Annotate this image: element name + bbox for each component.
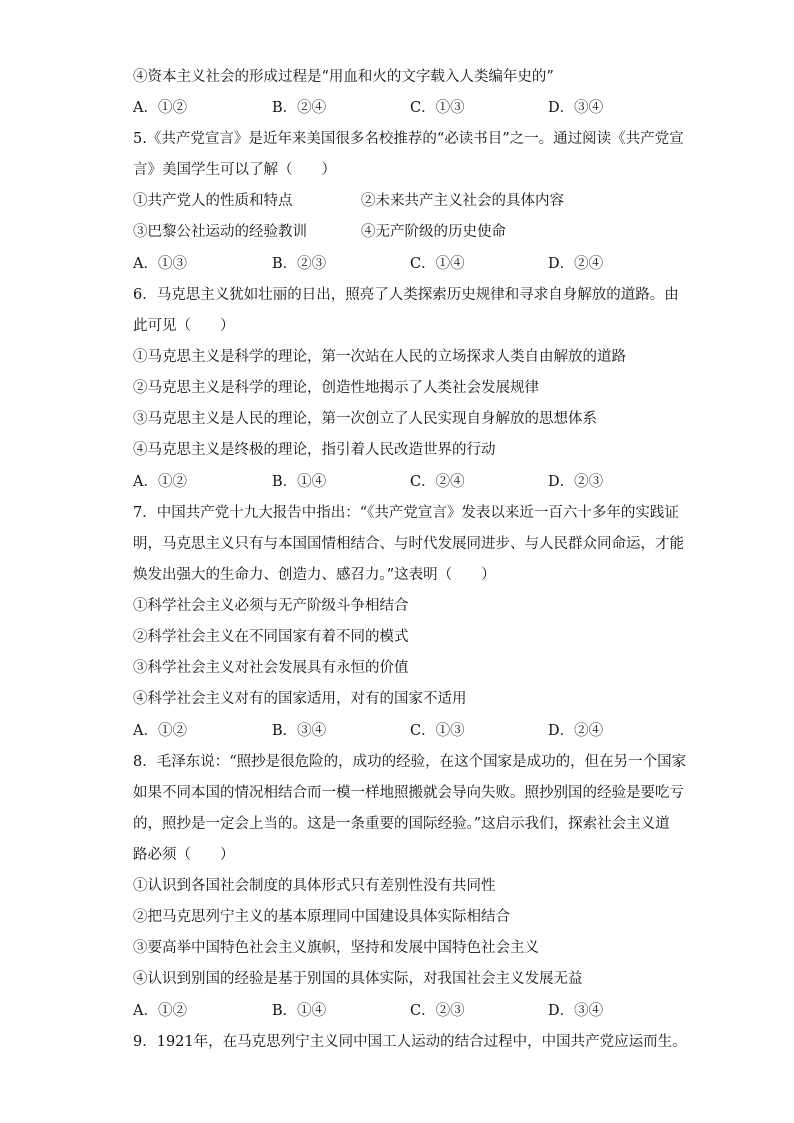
q4-item-4: ④资本主义社会的形成过程是“用血和火的文字载入人类编年史的” [133, 69, 554, 85]
q6-stem-1: 6．马克思主义犹如壮丽的日出，照亮了人类探索历史规律和寻求自身解放的道路。由 [133, 287, 679, 303]
q8-item-4: ④认识到别国的经验是基于别国的具体实际，对我国社会主义发展无益 [133, 971, 583, 987]
q4-option-a: A．①② [133, 100, 187, 116]
q4-option-c: C．①③ [410, 100, 465, 116]
q7-item-3: ③科学社会主义对社会发展具有永恒的价值 [133, 660, 409, 676]
q7-option-d: D．②④ [548, 723, 604, 739]
q8-option-d: D．③④ [548, 1003, 604, 1019]
q6-option-c: C．②④ [410, 474, 465, 490]
q5-stem-2: 言》美国学生可以了解（ ） [133, 162, 336, 178]
q8-option-c: C．②③ [410, 1003, 465, 1019]
q6-item-3: ③马克思主义是人民的理论，第一次创立了人民实现自身解放的思想体系 [133, 411, 597, 427]
q6-item-2: ②马克思主义是科学的理论，创造性地揭示了人类社会发展规律 [133, 380, 539, 396]
q7-stem-2: 明，马克思主义只有与本国国情相结合、与时代发展同进步、与人民群众同命运，才能 [133, 536, 684, 552]
q6-option-d: D．②③ [548, 474, 604, 490]
q8-stem-4: 路必须（ ） [133, 847, 235, 863]
q6-item-4: ④马克思主义是终极的理论，指引着人民改造世界的行动 [133, 442, 496, 458]
q8-item-3: ③要高举中国特色社会主义旗帜，坚持和发展中国特色社会主义 [133, 940, 539, 956]
q8-option-b: B．①④ [272, 1003, 327, 1019]
q7-item-4: ④科学社会主义对有的国家适用，对有的国家不适用 [133, 691, 467, 707]
q8-stem-1: 8．毛泽东说：“照抄是很危险的，成功的经验，在这个国家是成功的，但在另一个国家 [133, 754, 687, 770]
q4-option-b: B．②④ [272, 100, 327, 116]
q5-item-4: ④无产阶级的历史使命 [361, 224, 506, 240]
q8-item-2: ②把马克思列宁主义的基本原理同中国建设具体实际相结合 [133, 909, 510, 925]
q7-stem-3: 焕发出强大的生命力、创造力、感召力。”这表明（ ） [133, 567, 496, 583]
q7-option-b: B．③④ [272, 723, 327, 739]
q5-option-b: B．②③ [272, 256, 327, 272]
q6-option-a: A．①② [133, 474, 187, 490]
q8-stem-3: 的，照抄是一定会上当的。这是一条重要的国际经验。”这启示我们，探索社会主义道 [133, 816, 670, 832]
q5-item-1: ①共产党人的性质和特点 [133, 193, 293, 209]
q5-item-2: ②未来共产主义社会的具体内容 [361, 193, 564, 209]
q7-option-a: A．①② [133, 723, 187, 739]
q9-stem-1: 9．1921年，在马克思列宁主义同中国工人运动的结合过程中，中国共产党应运而生。 [133, 1034, 687, 1050]
q6-stem-2: 此可见（ ） [133, 318, 235, 334]
q7-stem-1: 7．中国共产党十九大报告中指出：“《共产党宣言》发表以来近一百六十多年的实践证 [133, 505, 679, 521]
q7-item-2: ②科学社会主义在不同国家有着不同的模式 [133, 629, 409, 645]
q5-option-a: A．①③ [133, 256, 187, 272]
q5-item-3: ③巴黎公社运动的经验教训 [133, 224, 307, 240]
q8-stem-2: 如果不同本国的情况相结合而一模一样地照搬就会导向失败。照抄别国的经验是要吃亏 [133, 785, 684, 801]
q8-item-1: ①认识到各国社会制度的具体形式只有差别性没有共同性 [133, 878, 496, 894]
q7-option-c: C．①③ [410, 723, 465, 739]
q6-item-1: ①马克思主义是科学的理论，第一次站在人民的立场探求人类自由解放的道路 [133, 349, 626, 365]
q5-option-d: D．②④ [548, 256, 604, 272]
q6-option-b: B．①④ [272, 474, 327, 490]
q4-option-d: D．③④ [548, 100, 604, 116]
q5-option-c: C．①④ [410, 256, 465, 272]
q5-stem-1: 5.《共产党宣言》是近年来美国很多名校推荐的“必读书目”之一。通过阅读《共产党宣 [133, 131, 684, 147]
q7-item-1: ①科学社会主义必须与无产阶级斗争相结合 [133, 598, 409, 614]
q8-option-a: A．①② [133, 1003, 187, 1019]
